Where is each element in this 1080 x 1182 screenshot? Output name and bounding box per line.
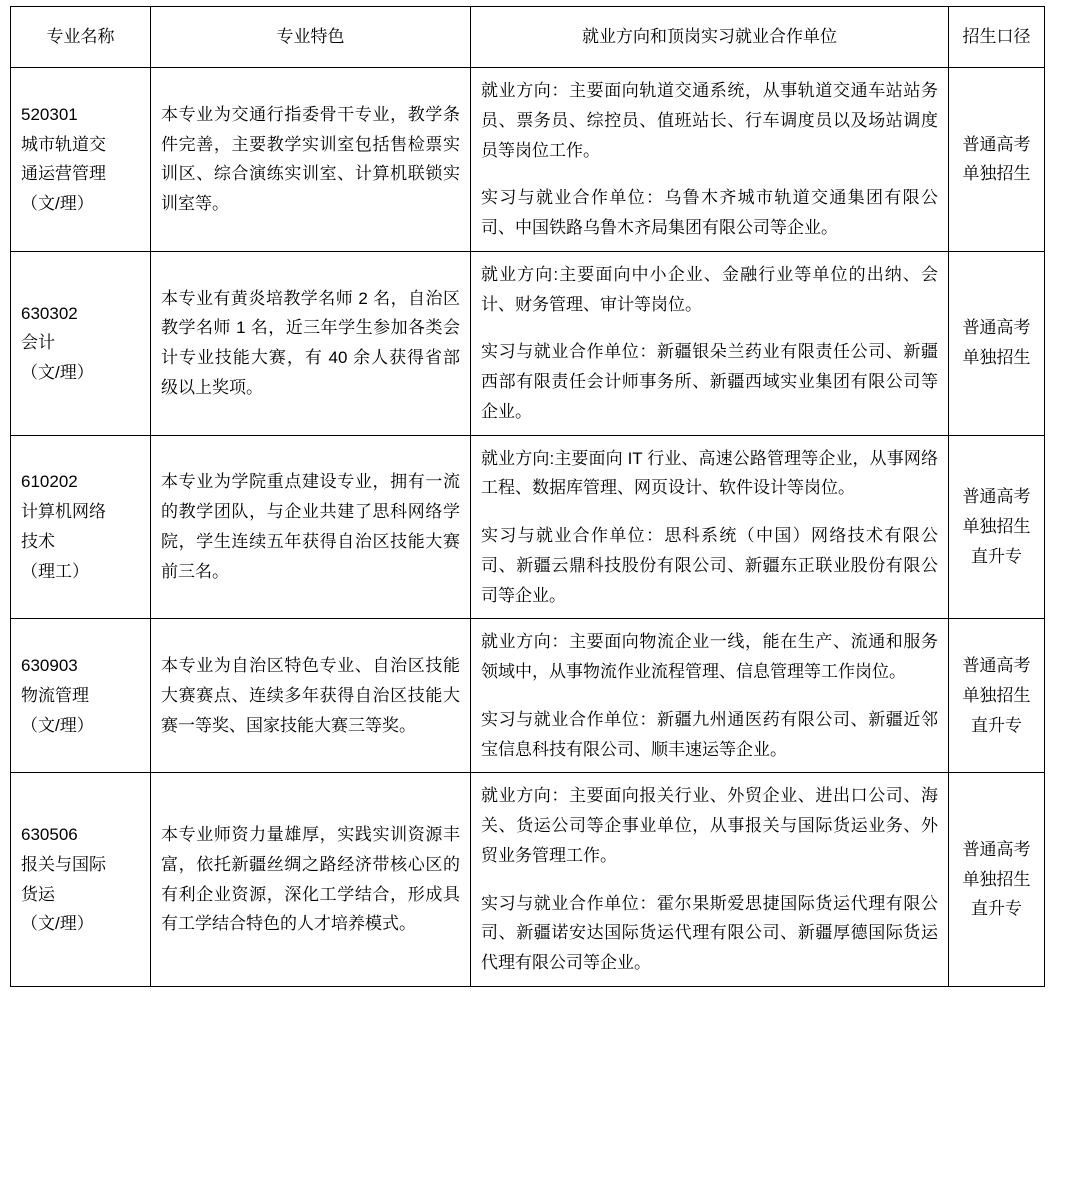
employment-cell (471, 773, 949, 987)
employment-partners: 实习与就业合作单位：乌鲁木齐城市轨道交通集团有限公司、中国铁路乌鲁木齐局集团有限公司等企业。 (481, 188, 938, 237)
column-header-major-feature: 专业特色 (151, 7, 471, 68)
employment-direction: 就业方向：主要面向物流企业一线，能在生产、流通和服务领域中，从事物流作业流程管理、信息管理等工作岗位。 (481, 632, 938, 681)
channel-line: 单独招生 (962, 164, 1031, 184)
employment-partners: 实习与就业合作单位：思科系统（中国）网络技术有限公司、新疆云鼎科技股份有限公司、新疆东正联业股份有限公司等企业。 (481, 526, 938, 605)
major-name-line: 通运营管理 (21, 164, 106, 184)
table-row (11, 619, 1045, 773)
major-category: （文/理） (21, 194, 94, 214)
employment-direction: 就业方向:主要面向 IT 行业、高速公路管理等企业，从事网络工程、数据库管理、网页设计、软件设计等岗位。 (481, 448, 938, 498)
major-category: （理工） (21, 561, 89, 581)
major-name-line: 物流管理 (21, 685, 89, 705)
employment-partners: 实习与就业合作单位：新疆银朵兰药业有限责任公司、新疆西部有限责任会计师事务所、新疆西域实业集团有限公司等企业。 (481, 342, 938, 421)
channel-line: 单独招生 (962, 517, 1031, 536)
employment-cell (471, 68, 949, 252)
major-name-line: 报关与国际 (21, 854, 106, 874)
employment-direction: 就业方向:主要面向中小企业、金融行业等单位的出纳、会计、财务管理、审计等岗位。 (481, 264, 938, 314)
employment-direction: 就业方向：主要面向报关行业、外贸企业、进出口公司、海关、货运公司等企事业单位，从事报关与国际货运业务、外贸业务管理工作。 (481, 786, 938, 865)
major-name-line: 技术 (21, 531, 55, 551)
employment-cell (471, 435, 949, 619)
major-feature-cell: 本专业为学院重点建设专业，拥有一流的教学团队，与企业共建了思科网络学院，学生连续五年获得自治区技能大赛前三名。 (151, 435, 471, 619)
channel-line: 普通高考 (962, 656, 1031, 676)
major-feature-cell: 本专业有黄炎培教学名师 2 名，自治区教学名师 1 名，近三年学生参加各类会计专业技能大赛，有 40 余人获得省部级以上奖项。 (151, 251, 471, 435)
table-header (11, 7, 1045, 68)
table-row (11, 773, 1045, 987)
majors-table (10, 6, 1045, 987)
channel-line: 普通高考 (962, 487, 1031, 507)
column-header-employment: 就业方向和顶岗实习就业合作单位 (471, 7, 949, 68)
employment-cell (471, 251, 949, 435)
table-row (11, 68, 1045, 252)
major-code: 520301 (21, 104, 78, 124)
document-page (0, 6, 1080, 1182)
employment-partners: 实习与就业合作单位：霍尔果斯爱思捷国际货运代理有限公司、新疆诺安达国际货运代理有限公司、新疆厚德国际货运代理有限公司等企业。 (481, 893, 938, 972)
channel-line: 单独招生 (962, 869, 1031, 889)
admission-channel-cell (949, 68, 1045, 252)
major-code: 630506 (21, 825, 78, 844)
major-feature-cell: 本专业师资力量雄厚，实践实训资源丰富，依托新疆丝绸之路经济带核心区的有利企业资源，深化工学结合，形成具有工学结合特色的人才培养模式。 (151, 773, 471, 987)
channel-line: 普通高考 (962, 318, 1031, 338)
channel-line: 普通高考 (962, 134, 1031, 154)
channel-line: 单独招生 (962, 348, 1031, 368)
channel-line: 直升专 (971, 899, 1022, 919)
major-feature-cell: 本专业为交通行指委骨干专业，教学条件完善，主要教学实训室包括售检票实训区、综合演练实训室、计算机联锁实训室等。 (151, 68, 471, 252)
admission-channel-cell (949, 773, 1045, 987)
table-row (11, 251, 1045, 435)
major-code: 630903 (21, 656, 78, 676)
employment-partners: 实习与就业合作单位：新疆九州通医药有限公司、新疆近邻宝信息科技有限公司、顺丰速运等企业。 (481, 709, 938, 759)
employment-cell (471, 619, 949, 773)
table-body (11, 68, 1045, 987)
column-header-admission-channel: 招生口径 (949, 7, 1045, 68)
admission-channel-cell (949, 619, 1045, 773)
major-category: （文/理） (21, 914, 94, 934)
major-name-line: 会计 (21, 333, 55, 353)
admission-channel-cell (949, 435, 1045, 619)
major-feature-cell: 本专业为自治区特色专业、自治区技能大赛赛点、连续多年获得自治区技能大赛一等奖、国家技能大赛三等奖。 (151, 619, 471, 773)
major-name-cell (11, 68, 151, 252)
major-code: 630302 (21, 303, 78, 323)
employment-direction: 就业方向：主要面向轨道交通系统，从事轨道交通车站站务员、票务员、综控员、值班站长、行车调度员以及场站调度员等岗位工作。 (481, 81, 938, 160)
column-header-major-name: 专业名称 (11, 7, 151, 68)
major-name-line: 货运 (21, 884, 55, 904)
channel-line: 单独招生 (962, 685, 1031, 705)
major-name-cell (11, 251, 151, 435)
table-header-row (11, 7, 1045, 68)
major-code: 610202 (21, 472, 78, 492)
major-name-cell (11, 619, 151, 773)
major-name-cell (11, 435, 151, 619)
channel-line: 普通高考 (962, 839, 1031, 859)
major-category: （文/理） (21, 363, 94, 382)
table-row (11, 435, 1045, 619)
major-name-line: 计算机网络 (21, 502, 106, 522)
channel-line: 直升专 (971, 715, 1022, 735)
channel-line: 直升专 (971, 546, 1022, 566)
major-name-cell (11, 773, 151, 987)
admission-channel-cell (949, 251, 1045, 435)
major-name-line: 城市轨道交 (21, 134, 106, 154)
major-category: （文/理） (21, 715, 94, 735)
